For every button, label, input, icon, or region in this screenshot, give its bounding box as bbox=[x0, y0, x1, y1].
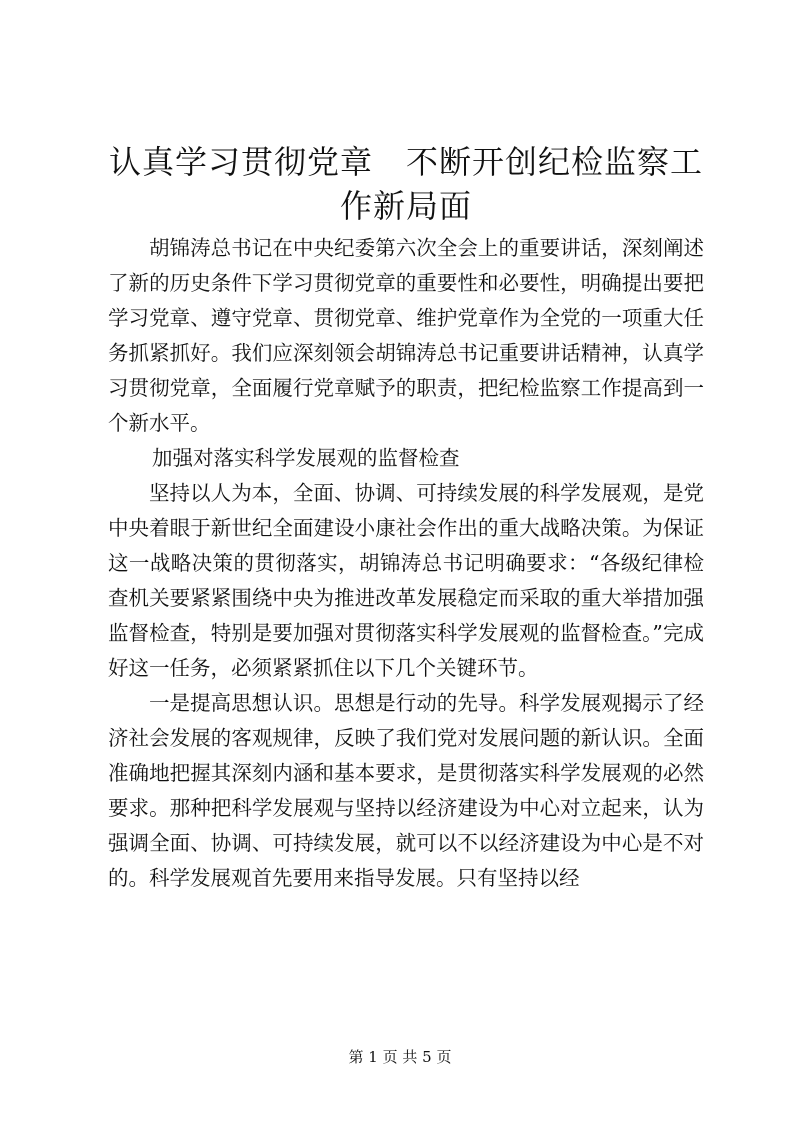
paragraph-intro: 胡锦涛总书记在中央纪委第六次全会上的重要讲话，深刻阐述了新的历史条件下学习贯彻党章的重要性和必要性，明确提出要把学习党章、遵守党章、贯彻党章、维护党章作为全党的一项重大任务抓紧抓好。我们应深刻领会胡锦涛总书记重要讲话精神，认真学习贯彻党章，全面履行党章赋予的职责，把纪检监察工作提高到一个新水平。 bbox=[108, 236, 704, 435]
document-title: 认真学习贯彻党章 不断开创纪检监察工作新局面 bbox=[108, 143, 703, 225]
section-heading: 加强对落实科学发展观的监督检查 bbox=[152, 446, 460, 470]
paragraph-scientific-development: 坚持以人为本，全面、协调、可持续发展的科学发展观，是党中央着眼于新世纪全面建设小康社会作出的重大战略决策。为保证这一战略决策的贯彻落实，胡锦涛总书记明确要求：“各级纪律检查机关要紧紧围绕中央为推进改革发展稳定而采取的重大举措加强监督检查，特别是要加强对贯彻落实科学发展观的监督检查。”完成好这一任务，必须紧紧抓住以下几个关键环节。 bbox=[108, 481, 704, 680]
page-indicator: 第 1 页 共 5 页 bbox=[348, 1048, 452, 1066]
paragraph-point-one: 一是提高思想认识。思想是行动的先导。科学发展观揭示了经济社会发展的客观规律，反映了我们党对发展问题的新认识。全面准确地把握其深刻内涵和基本要求，是贯彻落实科学发展观的必然要求。那种把科学发展观与坚持以经济建设为中心对立起来，认为强调全面、协调、可持续发展，就可以不以经济建设为中心是不对的。科学发展观首先要用来指导发展。只有坚持以经 bbox=[108, 691, 704, 890]
document-body bbox=[108, 231, 704, 896]
